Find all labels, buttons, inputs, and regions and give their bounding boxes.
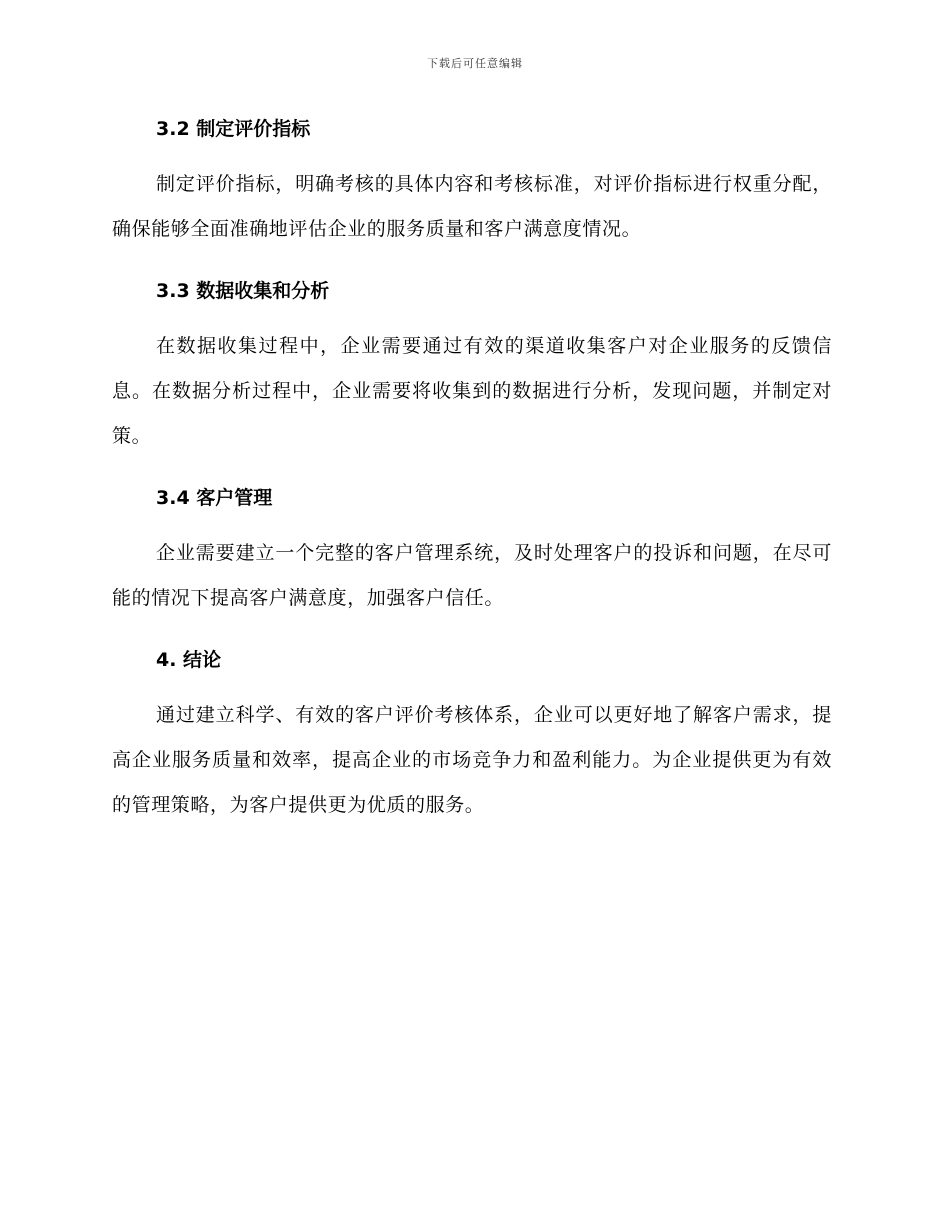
section-heading-3-4: 3.4 客户管理 bbox=[156, 487, 273, 509]
section-heading-3-2: 3.2 制定评价指标 bbox=[156, 118, 311, 140]
section-paragraph-4: 通过建立科学、有效的客户评价考核体系，企业可以更好地了解客户需求，提高企业服务质量和效率，提高企业的市场竞争力和盈利能力。为企业提供更为有效的管理策略，为客户提供更为优质的服务。 bbox=[112, 704, 832, 816]
section-heading-4: 4. 结论 bbox=[156, 649, 222, 671]
section-paragraph-3-2: 制定评价指标，明确考核的具体内容和考核标准，对评价指标进行权重分配，确保能够全面准确地评估企业的服务质量和客户满意度情况。 bbox=[112, 173, 832, 240]
section-heading-3-3: 3.3 数据收集和分析 bbox=[156, 280, 330, 302]
header-note: 下载后可任意编辑 bbox=[427, 57, 523, 70]
section-paragraph-3-3: 在数据收集过程中，企业需要通过有效的渠道收集客户对企业服务的反馈信息。在数据分析过程中，企业需要将收集到的数据进行分析，发现问题，并制定对策。 bbox=[112, 335, 832, 447]
section-paragraph-3-4: 企业需要建立一个完整的客户管理系统，及时处理客户的投诉和问题，在尽可能的情况下提高客户满意度，加强客户信任。 bbox=[112, 542, 832, 609]
document-body bbox=[112, 112, 832, 850]
